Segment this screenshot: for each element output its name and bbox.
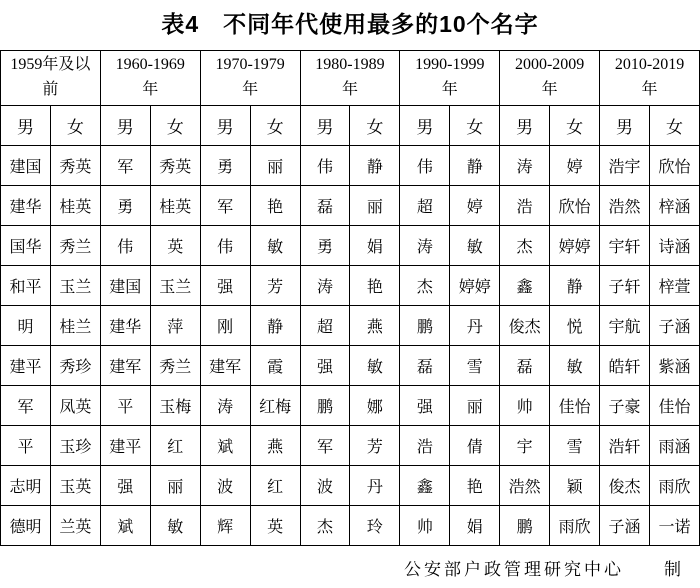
name-cell: 倩	[450, 426, 500, 466]
name-cell: 浩然	[500, 466, 550, 506]
name-cell: 涛	[400, 226, 450, 266]
name-cell: 建华	[100, 306, 150, 346]
name-cell: 萍	[150, 306, 200, 346]
name-cell: 杰	[400, 266, 450, 306]
name-cell: 玲	[350, 506, 400, 546]
gender-header: 男	[600, 106, 650, 146]
name-cell: 敏	[450, 226, 500, 266]
decade-header-line2: 年	[641, 81, 658, 98]
name-cell: 俊杰	[600, 466, 650, 506]
name-cell: 秀英	[150, 146, 200, 186]
name-cell: 紫涵	[649, 346, 699, 386]
name-cell: 丽	[150, 466, 200, 506]
name-cell: 燕	[350, 306, 400, 346]
name-cell: 皓轩	[600, 346, 650, 386]
name-cell: 静	[550, 266, 600, 306]
name-cell: 斌	[200, 426, 250, 466]
name-cell: 静	[250, 306, 300, 346]
decade-header-line2: 年	[142, 81, 159, 98]
name-cell: 建军	[100, 346, 150, 386]
name-cell: 燕	[250, 426, 300, 466]
gender-header: 女	[550, 106, 600, 146]
decade-header-row	[1, 51, 700, 106]
name-cell: 诗涵	[649, 226, 699, 266]
name-cell: 军	[1, 386, 51, 426]
name-cell: 敏	[250, 226, 300, 266]
name-cell: 涛	[500, 146, 550, 186]
name-cell: 伟	[300, 146, 350, 186]
name-cell: 敏	[150, 506, 200, 546]
name-cell: 浩	[500, 186, 550, 226]
name-cell: 波	[200, 466, 250, 506]
name-cell: 娟	[350, 226, 400, 266]
name-cell: 梓萱	[649, 266, 699, 306]
name-cell: 波	[300, 466, 350, 506]
name-cell: 雪	[550, 426, 600, 466]
name-cell: 刚	[200, 306, 250, 346]
table-row	[1, 466, 700, 506]
table-body	[1, 146, 700, 546]
decade-header-line1: 1960-1969	[115, 56, 185, 74]
name-cell: 帅	[400, 506, 450, 546]
name-cell: 丽	[450, 386, 500, 426]
name-cell: 强	[100, 466, 150, 506]
decade-header-line1: 2010-2019	[614, 56, 685, 74]
gender-header: 男	[300, 106, 350, 146]
name-cell: 悦	[550, 306, 600, 346]
name-cell: 凤英	[50, 386, 100, 426]
name-cell: 鹏	[400, 306, 450, 346]
name-cell: 斌	[100, 506, 150, 546]
popular-names-table	[0, 50, 700, 546]
name-cell: 红梅	[250, 386, 300, 426]
name-cell: 敏	[550, 346, 600, 386]
name-cell: 宇轩	[600, 226, 650, 266]
name-cell: 辉	[200, 506, 250, 546]
name-cell: 磊	[400, 346, 450, 386]
gender-header-row	[1, 106, 700, 146]
name-cell: 建国	[1, 146, 51, 186]
name-cell: 秀兰	[50, 226, 100, 266]
name-cell: 勇	[200, 146, 250, 186]
name-cell: 超	[400, 186, 450, 226]
name-cell: 玉英	[50, 466, 100, 506]
name-cell: 军	[200, 186, 250, 226]
name-cell: 平	[100, 386, 150, 426]
gender-header: 男	[200, 106, 250, 146]
name-cell: 勇	[300, 226, 350, 266]
decade-header-line1: 1980-1989	[315, 56, 385, 74]
name-cell: 鑫	[500, 266, 550, 306]
name-cell: 俊杰	[500, 306, 550, 346]
table-row	[1, 426, 700, 466]
name-cell: 军	[100, 146, 150, 186]
name-cell: 欣怡	[649, 146, 699, 186]
name-cell: 宇	[500, 426, 550, 466]
name-cell: 丽	[350, 186, 400, 226]
name-cell: 强	[300, 346, 350, 386]
name-cell: 子涵	[600, 506, 650, 546]
decade-header	[300, 51, 400, 106]
name-cell: 丽	[250, 146, 300, 186]
name-cell: 丹	[350, 466, 400, 506]
gender-header: 女	[450, 106, 500, 146]
decade-header	[500, 51, 600, 106]
decade-header-line2: 年	[242, 81, 259, 98]
name-cell: 强	[200, 266, 250, 306]
name-cell: 静	[450, 146, 500, 186]
name-cell: 磊	[300, 186, 350, 226]
name-cell: 桂英	[150, 186, 200, 226]
name-cell: 强	[400, 386, 450, 426]
name-cell: 志明	[1, 466, 51, 506]
name-cell: 玉珍	[50, 426, 100, 466]
name-cell: 杰	[500, 226, 550, 266]
name-cell: 涛	[200, 386, 250, 426]
table-row	[1, 226, 700, 266]
name-cell: 霞	[250, 346, 300, 386]
table-row	[1, 266, 700, 306]
name-cell: 兰英	[50, 506, 100, 546]
name-cell: 桂兰	[50, 306, 100, 346]
name-cell: 超	[300, 306, 350, 346]
gender-header: 女	[649, 106, 699, 146]
decade-header-line2: 前	[42, 81, 59, 98]
table-row	[1, 346, 700, 386]
name-cell: 玉梅	[150, 386, 200, 426]
name-cell: 子轩	[600, 266, 650, 306]
name-cell: 雨涵	[649, 426, 699, 466]
name-cell: 浩轩	[600, 426, 650, 466]
name-cell: 娜	[350, 386, 400, 426]
decade-header	[1, 51, 101, 106]
decade-header-line2: 年	[341, 81, 358, 98]
name-cell: 国华	[1, 226, 51, 266]
decade-header-line1: 1970-1979	[215, 56, 285, 74]
decade-header-line1: 1990-1999	[415, 56, 485, 74]
name-cell: 涛	[300, 266, 350, 306]
name-cell: 英	[250, 506, 300, 546]
name-cell: 娟	[450, 506, 500, 546]
decade-header	[200, 51, 300, 106]
name-cell: 建平	[100, 426, 150, 466]
source-credit: 公安部户政管理研究中心 制	[404, 560, 684, 579]
name-cell: 浩宇	[600, 146, 650, 186]
name-cell: 鑫	[400, 466, 450, 506]
name-cell: 宇航	[600, 306, 650, 346]
name-cell: 秀珍	[50, 346, 100, 386]
name-cell: 鹏	[500, 506, 550, 546]
decade-header-line2: 年	[441, 81, 458, 98]
name-cell: 艳	[450, 466, 500, 506]
page-title: 表4 不同年代使用最多的10个名字	[161, 11, 539, 37]
table-row	[1, 386, 700, 426]
table-row	[1, 506, 700, 546]
name-cell: 颖	[550, 466, 600, 506]
name-cell: 红	[150, 426, 200, 466]
table-header	[1, 51, 700, 146]
table-row	[1, 306, 700, 346]
name-cell: 德明	[1, 506, 51, 546]
table-row	[1, 186, 700, 226]
name-cell: 艳	[250, 186, 300, 226]
name-cell: 敏	[350, 346, 400, 386]
name-cell: 桂英	[50, 186, 100, 226]
name-cell: 玉兰	[50, 266, 100, 306]
name-cell: 军	[300, 426, 350, 466]
name-cell: 秀英	[50, 146, 100, 186]
name-cell: 和平	[1, 266, 51, 306]
name-cell: 欣怡	[550, 186, 600, 226]
name-cell: 玉兰	[150, 266, 200, 306]
decade-header-line2: 年	[541, 81, 558, 98]
name-cell: 建平	[1, 346, 51, 386]
decade-header	[400, 51, 500, 106]
decade-header	[600, 51, 700, 106]
name-cell: 勇	[100, 186, 150, 226]
name-cell: 浩然	[600, 186, 650, 226]
gender-header: 男	[1, 106, 51, 146]
name-cell: 婷婷	[450, 266, 500, 306]
name-cell: 静	[350, 146, 400, 186]
name-cell: 浩	[400, 426, 450, 466]
name-cell: 佳怡	[550, 386, 600, 426]
name-cell: 佳怡	[649, 386, 699, 426]
name-cell: 婷	[550, 146, 600, 186]
name-cell: 一诺	[649, 506, 699, 546]
decade-header-line1: 1959年及以	[10, 56, 91, 74]
name-cell: 芳	[250, 266, 300, 306]
name-cell: 婷婷	[550, 226, 600, 266]
name-cell: 杰	[300, 506, 350, 546]
gender-header: 男	[400, 106, 450, 146]
name-cell: 伟	[400, 146, 450, 186]
name-cell: 伟	[200, 226, 250, 266]
decade-header	[100, 51, 200, 106]
name-cell: 建国	[100, 266, 150, 306]
table-row	[1, 146, 700, 186]
gender-header: 女	[350, 106, 400, 146]
name-cell: 芳	[350, 426, 400, 466]
gender-header: 女	[50, 106, 100, 146]
name-cell: 英	[150, 226, 200, 266]
name-cell: 平	[1, 426, 51, 466]
name-cell: 建华	[1, 186, 51, 226]
name-cell: 丹	[450, 306, 500, 346]
gender-header: 男	[100, 106, 150, 146]
name-cell: 子豪	[600, 386, 650, 426]
name-cell: 艳	[350, 266, 400, 306]
name-cell: 雪	[450, 346, 500, 386]
name-cell: 婷	[450, 186, 500, 226]
name-cell: 磊	[500, 346, 550, 386]
gender-header: 女	[150, 106, 200, 146]
name-cell: 子涵	[649, 306, 699, 346]
name-cell: 建军	[200, 346, 250, 386]
gender-header: 男	[500, 106, 550, 146]
name-cell: 红	[250, 466, 300, 506]
name-cell: 帅	[500, 386, 550, 426]
name-cell: 梓涵	[649, 186, 699, 226]
name-cell: 秀兰	[150, 346, 200, 386]
name-cell: 明	[1, 306, 51, 346]
gender-header: 女	[250, 106, 300, 146]
decade-header-line1: 2000-2009	[514, 56, 585, 74]
name-cell: 雨欣	[649, 466, 699, 506]
name-cell: 伟	[100, 226, 150, 266]
name-cell: 雨欣	[550, 506, 600, 546]
name-cell: 鹏	[300, 386, 350, 426]
